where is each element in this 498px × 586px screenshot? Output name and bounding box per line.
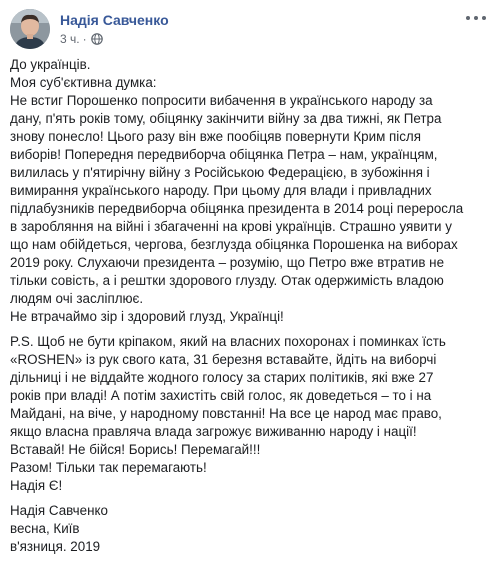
post-text-line: Не встиг Порошенко попросити вибачення в українського народу за [10, 93, 433, 108]
avatar[interactable] [10, 9, 50, 49]
post-timestamp[interactable]: 3 ч. [60, 32, 80, 46]
post-text-line: дану, п'ять років тому, обіцянку закінчити війну за два тижні, як Петра [10, 111, 442, 126]
post-text-line: Разом! Тільки так перемагають! [10, 460, 207, 475]
post-text-line: «ROSHEN» із рук свого ката, 31 березня вставайте, йдіть на виборчі [10, 352, 437, 367]
post-text-line: Майдані, на віче, у народному повстанні! На все це народ має право, [10, 406, 442, 421]
author-name[interactable]: Надія Савченко [60, 12, 169, 28]
post-text-line: 2019 року. Слухаючи президента – розумію, що Петро вже втратив не [10, 255, 445, 270]
post-text-line: в заробляння на війні і збагаченні на крові українців. Страшно уявити у [10, 219, 452, 234]
post-header [10, 9, 488, 49]
post-text-line: років при владі! А потім захистіть свій голос, як доведеться – то і на [10, 388, 432, 403]
post-text-line: До українців. [10, 57, 91, 72]
post-text-line: вилилась у п'ятирічну війну з Російською Федерацією, в зубожіння і [10, 165, 430, 180]
post-paragraph [10, 333, 490, 495]
post-paragraph [10, 56, 490, 326]
post-body [10, 56, 490, 556]
post-text-line: Надія Савченко [10, 503, 108, 518]
post-text-line: тільки совість, а і рештки здорового глузду. Отак одержимість владою [10, 273, 444, 288]
post-text-line: в'язниця. 2019 [10, 539, 101, 554]
post-text-line: підлабузників передвиборча обіцянка президента в 2014 році переросла [10, 201, 464, 216]
post-text-line: знову понесло! Цього разу він вже пообіцяв повернути Крим після [10, 129, 421, 144]
post-text-line: що нам обійдеться, чергова, безглузда обіцянка Порошенка на виборах [10, 237, 458, 252]
post-text-line: Не втрачаймо зір і здоровий глузд, Українці! [10, 309, 284, 324]
post-text-line: дільниці і не віддайте жодного голосу за старих політиків, які вже 27 [10, 370, 434, 385]
post-paragraph [10, 502, 490, 556]
more-options-icon[interactable] [466, 11, 486, 25]
globe-icon[interactable] [91, 33, 103, 45]
more-dot [474, 16, 478, 20]
post-text-line: Вставай! Не бійся! Борись! Перемагай!!! [10, 442, 261, 457]
post-text-line: весна, Київ [10, 521, 80, 536]
meta-separator: · [82, 32, 87, 46]
post-text-line: вимирання українського народу. При цьому для влади і привладних [10, 183, 432, 198]
post-meta [60, 31, 103, 47]
more-dot [466, 16, 470, 20]
post-text-line: Надія Є! [10, 478, 63, 493]
post-text-line: P.S. Щоб не бути кріпаком, який на власних похоронах і поминках їсть [10, 334, 446, 349]
post-text-line: Моя суб'єктивна думка: [10, 75, 157, 90]
post-text-line: людям очі засліплює. [10, 291, 144, 306]
more-dot [482, 16, 486, 20]
post-text-line: якщо власна правляча влада загрожує виживанню народу і нації! [10, 424, 417, 439]
avatar-image [10, 9, 50, 49]
post-text-line: виборів! Попередня передвиборча обіцянка Петра – нам, українцям, [10, 147, 438, 162]
